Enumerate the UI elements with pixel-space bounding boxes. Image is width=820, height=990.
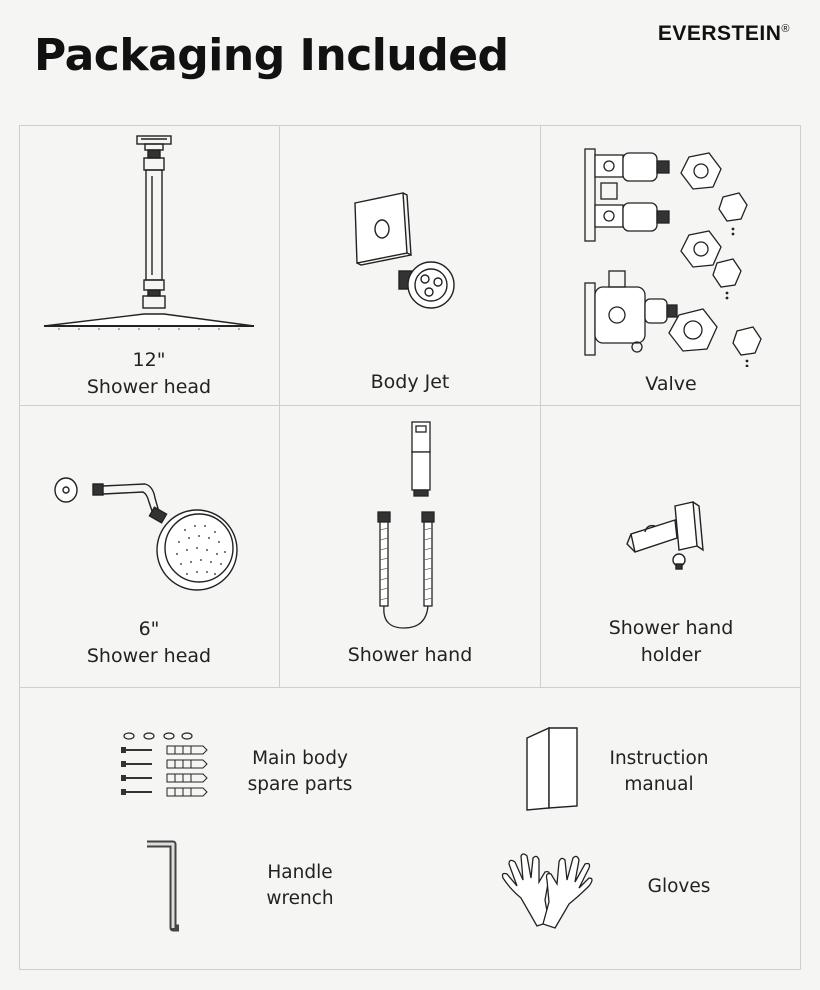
item-size-label: 12" [132, 349, 166, 371]
item-ceiling-shower-head [19, 125, 279, 405]
accessory-label-line: manual [624, 774, 694, 795]
accessory-label [594, 746, 724, 798]
brand-logo [658, 22, 790, 46]
item-caption [280, 369, 540, 396]
item-label: holder [640, 644, 702, 666]
screws-anchors-icon [117, 730, 217, 802]
item-caption [19, 347, 279, 401]
item-body-jet [280, 125, 540, 405]
accessory-label [225, 746, 375, 798]
item-label: Shower head [86, 645, 212, 667]
manual-icon [519, 722, 583, 814]
accessory-label-line: Handle [267, 862, 333, 883]
accessory-label [245, 860, 355, 912]
registered-mark: ® [781, 23, 790, 35]
accessory-label [629, 874, 729, 900]
item-label: Body Jet [370, 371, 450, 393]
item-label: Valve [645, 373, 697, 395]
item-caption [19, 616, 279, 670]
accessory-label-line: wrench [266, 888, 334, 909]
page-title: Packaging Included [34, 30, 509, 81]
item-hand-shower-holder [541, 406, 801, 687]
item-valve [541, 125, 801, 405]
brand-name: EVERSTEIN [657, 22, 782, 45]
item-wall-shower-head [19, 406, 279, 687]
item-caption [280, 642, 540, 669]
hand-shower-icon [368, 416, 458, 631]
body-jet-icon [345, 187, 485, 327]
accessories-section [19, 688, 801, 970]
item-label: Shower head [86, 376, 212, 398]
accessory-label-line: Instruction [609, 748, 709, 769]
accessory-label-line: spare parts [247, 774, 353, 795]
allen-wrench-icon [139, 836, 189, 936]
wall-shower-head-icon [49, 468, 249, 598]
ceiling-shower-head-icon [39, 131, 259, 341]
valve-icon [571, 137, 781, 367]
item-label: Shower hand [608, 617, 734, 639]
item-caption [541, 615, 801, 669]
hand-shower-holder-icon [621, 498, 721, 574]
item-label: Shower hand [347, 644, 473, 666]
accessory-label-line: Gloves [647, 876, 711, 897]
gloves-icon [497, 848, 601, 930]
item-size-label: 6" [138, 618, 160, 640]
item-caption [541, 371, 801, 398]
accessory-label-line: Main body [252, 748, 348, 769]
item-hand-shower [280, 406, 540, 687]
